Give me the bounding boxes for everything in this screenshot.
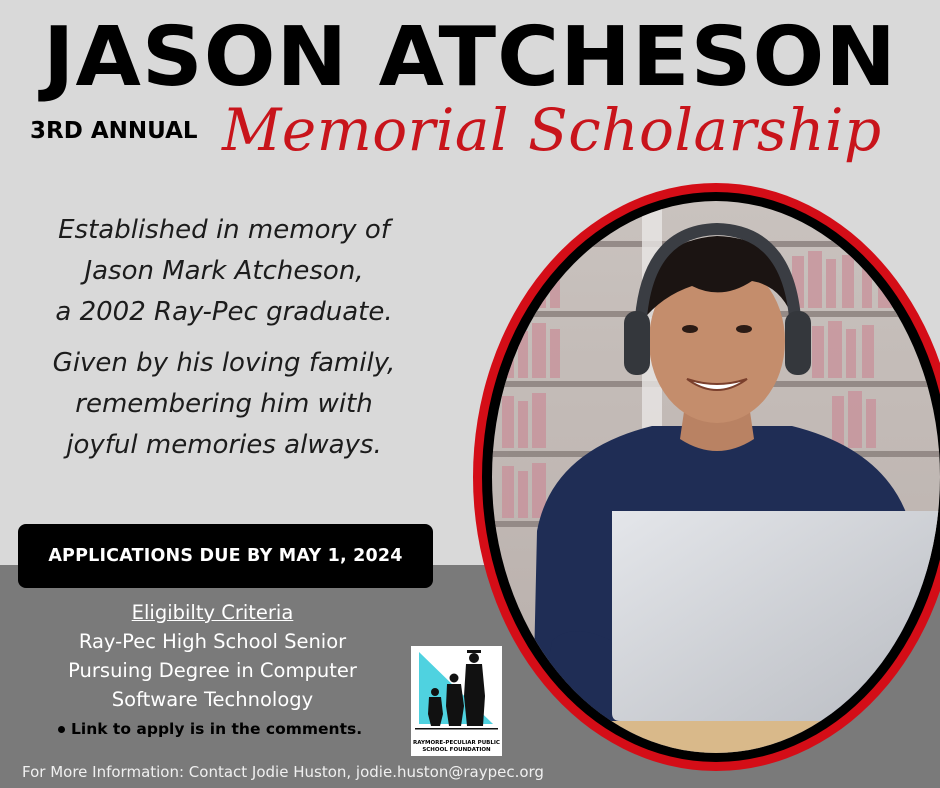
student-photo-illustration: [492, 201, 940, 753]
intro-line: Given by his loving family,: [52, 348, 396, 378]
intro-line: a 2002 Ray-Pec graduate.: [55, 297, 393, 327]
page-title: JASON ATCHESON: [42, 10, 898, 105]
intro-line: Established in memory of: [58, 215, 390, 245]
eligibility-line: Pursuing Degree in Computer: [68, 659, 357, 682]
deadline-text: APPLICATIONS DUE BY MAY 1, 2024: [48, 546, 403, 566]
intro-line: Jason Mark Atcheson,: [84, 256, 364, 286]
intro-paragraph-1: [20, 210, 428, 333]
eligibility-heading: Eligibilty Criteria: [131, 601, 294, 624]
intro-line: joyful memories always.: [66, 430, 382, 460]
eligibility-section: [30, 598, 395, 714]
intro-text: [20, 210, 428, 476]
deadline-banner: [18, 524, 433, 588]
eligibility-line: Software Technology: [111, 688, 314, 711]
student-photo: [492, 201, 940, 753]
link-note: [58, 720, 362, 738]
scholarship-title: Memorial Scholarship: [222, 96, 882, 164]
intro-paragraph-2: [20, 343, 428, 466]
contact-info: For More Information: Contact Jodie Huston, jodie.huston@raypec.org: [22, 763, 544, 781]
eligibility-line: Ray-Pec High School Senior: [78, 630, 347, 653]
bullet-icon: [58, 726, 65, 733]
logo-label: RAYMORE-PECULIAR PUBLIC SCHOOL FOUNDATION: [413, 740, 500, 753]
link-note-text: Link to apply is in the comments.: [71, 720, 363, 738]
foundation-logo: [411, 646, 502, 756]
intro-line: remembering him with: [75, 389, 373, 419]
annual-label: 3RD ANNUAL: [30, 118, 198, 144]
